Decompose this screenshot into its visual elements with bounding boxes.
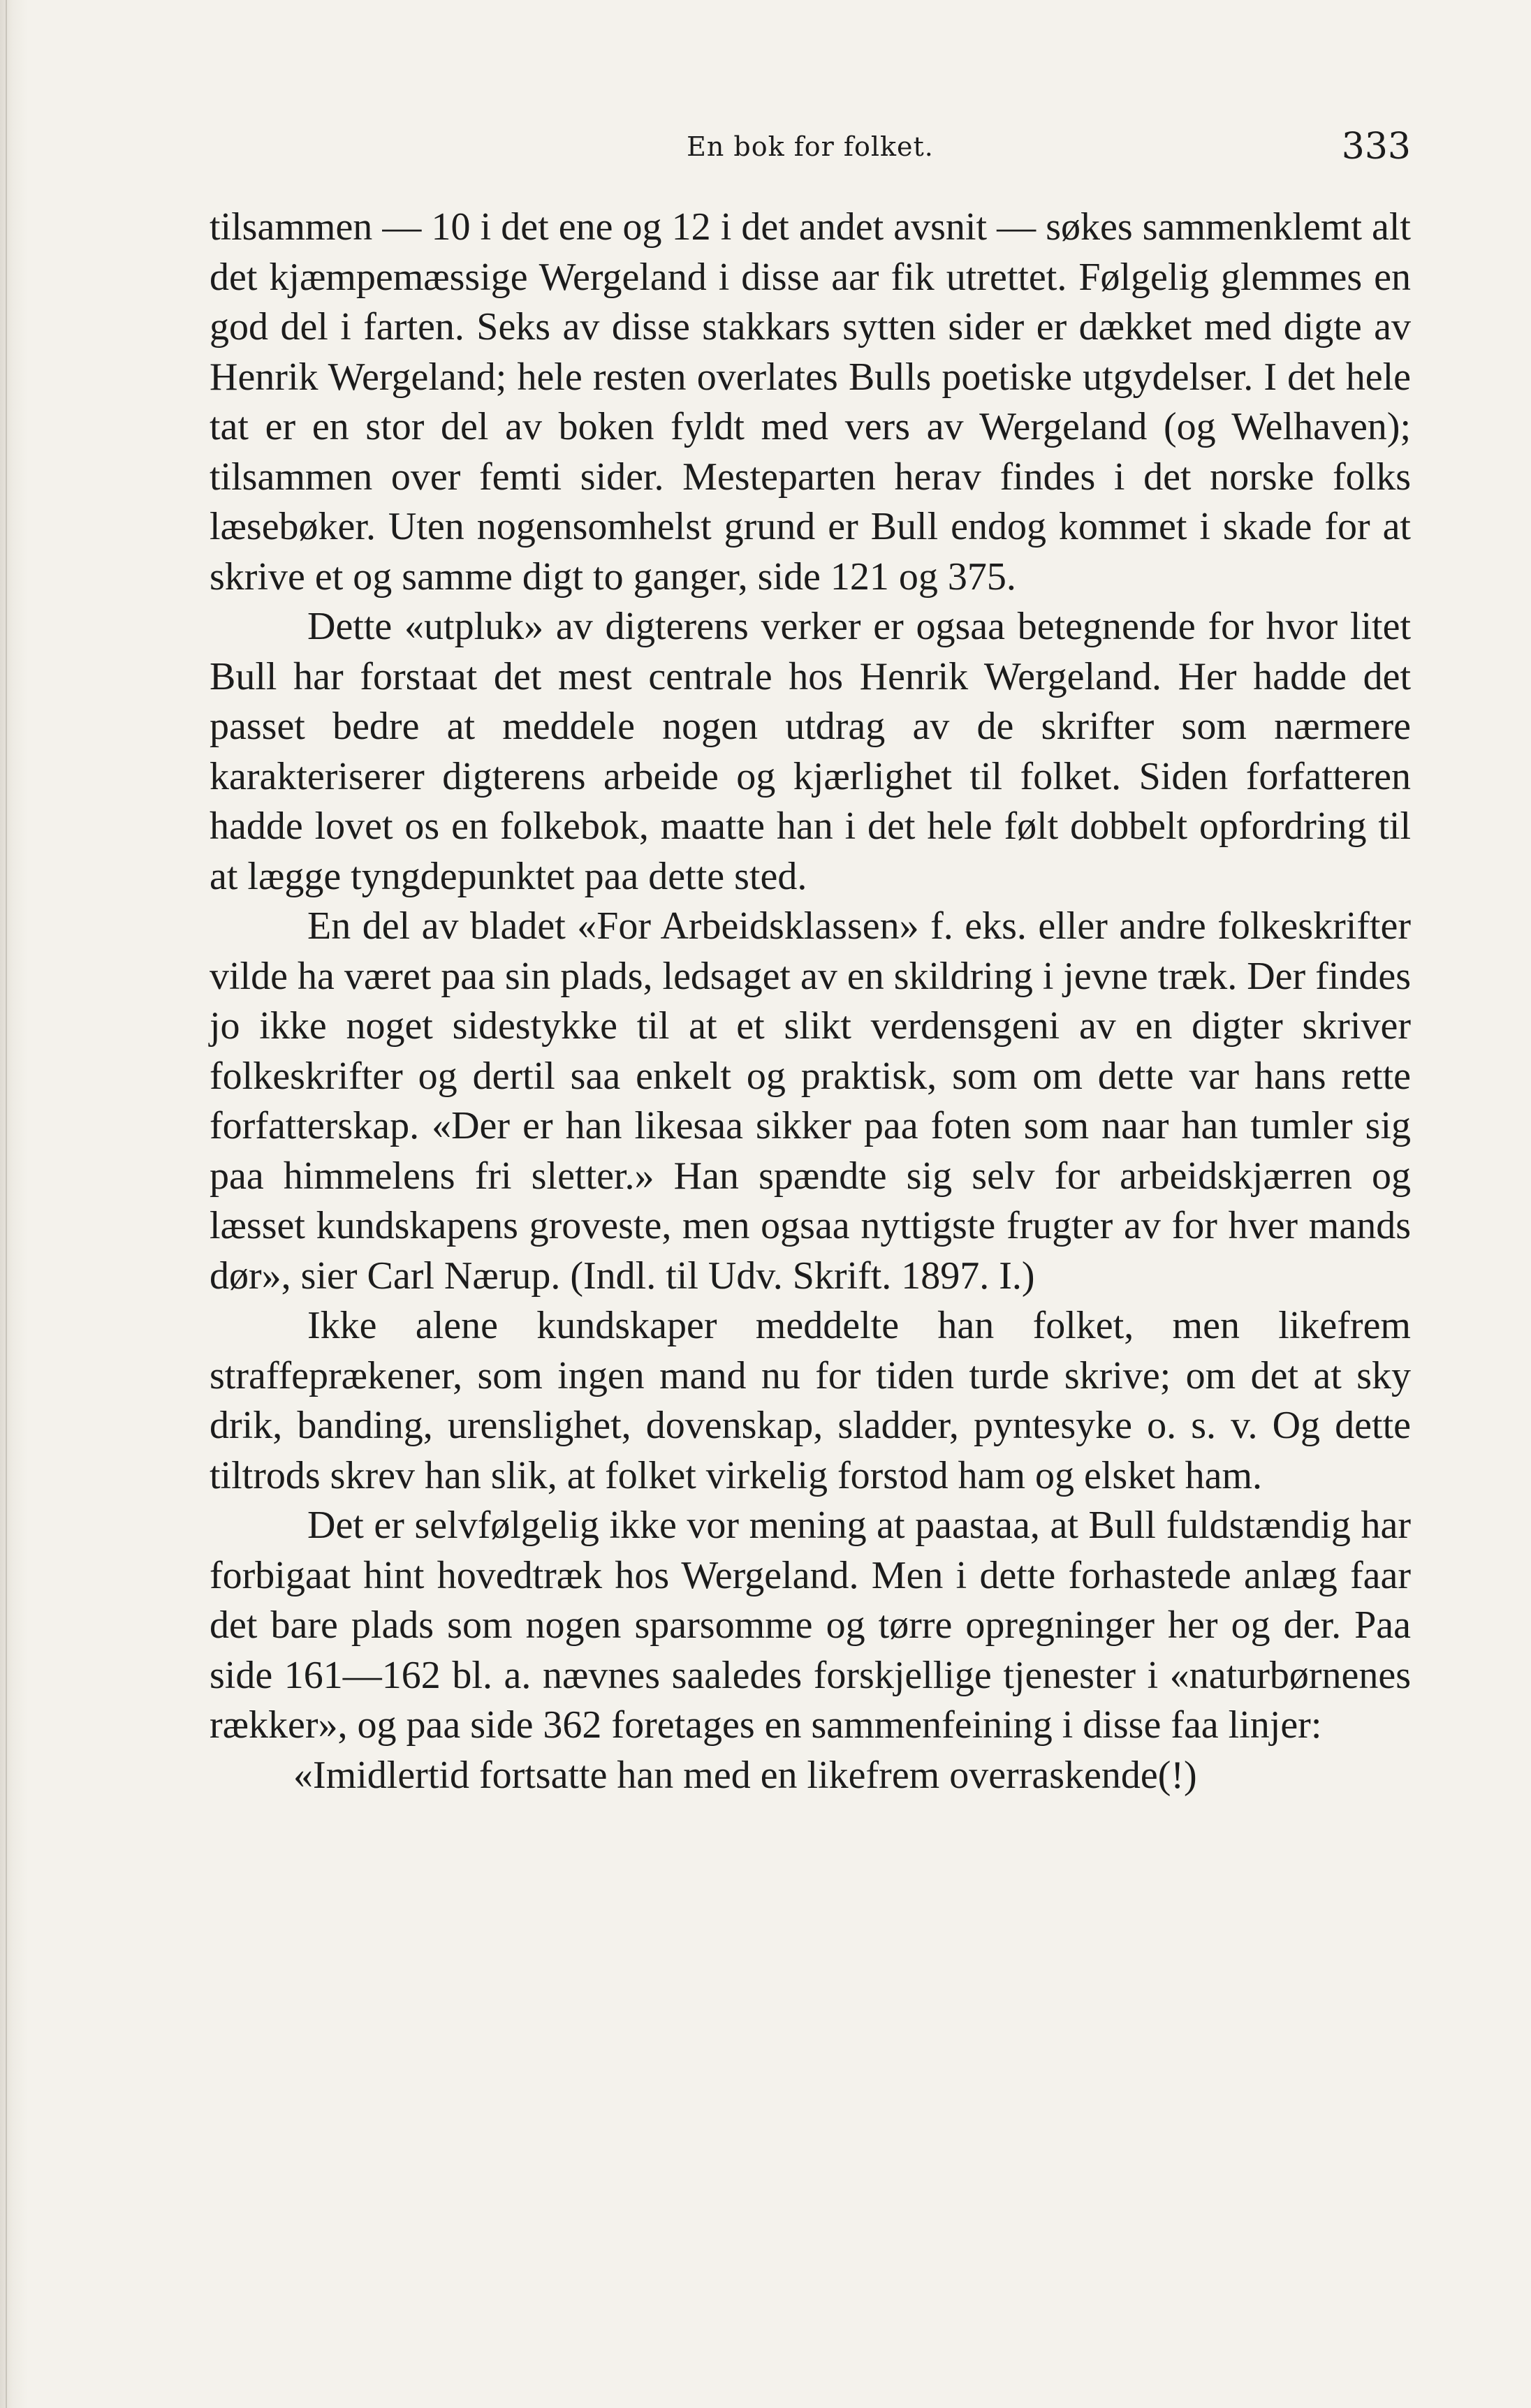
paragraph: Ikke alene kundskaper meddelte han folket, men likefrem straffeprækener, som ingen mand nu for tiden turde skrive; om det at sky drik, banding, urenslighet, dovenskap, sladder, pyntesyke o. s. v. Og dette tiltrods skrev han slik, at folket virkelig forstod ham og elsket ham. xyxy=(210,1304,1411,1497)
running-title: En bok for folket. xyxy=(687,131,934,162)
paragraph: En del av bladet «For Arbeidsklassen» f. eks. eller andre folkeskrifter vilde ha været paa sin plads, ledsaget av en skildring i jevne træk. Der findes jo ikke noget sidestykke til at et slikt verdensgeni av en digter skriver folkeskrifter og dertil saa enkelt og praktisk, som om dette var hans rette forfatterskap. «Der er han likesaa sikker paa foten som naar han tumler sig paa himmelens fri sletter.» Han spændte sig selv for arbeidskjærren og læsset kundskapens groveste, men ogsaa nyttigste frugter av for hver mands dør», sier Carl Nærup. (Indl. til Udv. Skrift. 1897. I.) xyxy=(210,904,1412,1298)
paragraph: Det er selvfølgelig ikke vor mening at paastaa, at Bull fuldstændig har forbigaat hint hovedtræk hos Wergeland. Men i dette forhastede anlæg faar det bare plads som nogen sparsomme og tørre opregninger her og der. Paa side 161—162 bl. a. nævnes saaledes forskjellige tjenester i «naturbørnenes rækker», og paa side 362 foretages en sammenfeining i disse faa linjer: xyxy=(210,1504,1411,1747)
paragraph: Dette «utpluk» av digterens verker er ogsaa betegnende for hvor litet Bull har forstaat det mest centrale hos Henrik Wergeland. Her hadde det passet bedre at meddele nogen utdrag av de skrifter som nærmere karakteriserer digterens arbeide og kjærlighet til folket. Siden forfatteren hadde lovet os en folkebok, maatte han i det hele følt dobbelt opfordring til at lægge tyngdepunktet paa dette sted. xyxy=(210,605,1411,898)
page-header xyxy=(210,122,1411,171)
page-number: 333 xyxy=(1341,126,1411,168)
paragraph-quote-start: «Imidlertid fortsatte han med en likefrem overraskende(!) xyxy=(293,1753,1197,1797)
binding-edge xyxy=(6,0,7,2408)
body-text xyxy=(210,203,1411,1800)
paragraph-continued: tilsammen — 10 i det ene og 12 i det andet avsnit — søkes sammenklemt alt det kjæmpemæssige Wergeland i disse aar fik utrettet. Følgelig glemmes en god del i farten. Seks av disse stakkars sytten sider er dækket med digte av Henrik Wergeland; hele resten overlates Bulls poetiske utgydelser. I det hele tat er en stor del av boken fyldt med vers av Wergeland (og Welhaven); tilsammen over femti sider. Mesteparten herav findes i det norske folks læsebøker. Uten nogensomhelst grund er Bull endog kommet i skade for at skrive et og samme digt to ganger, side 121 og 375. xyxy=(210,205,1411,599)
